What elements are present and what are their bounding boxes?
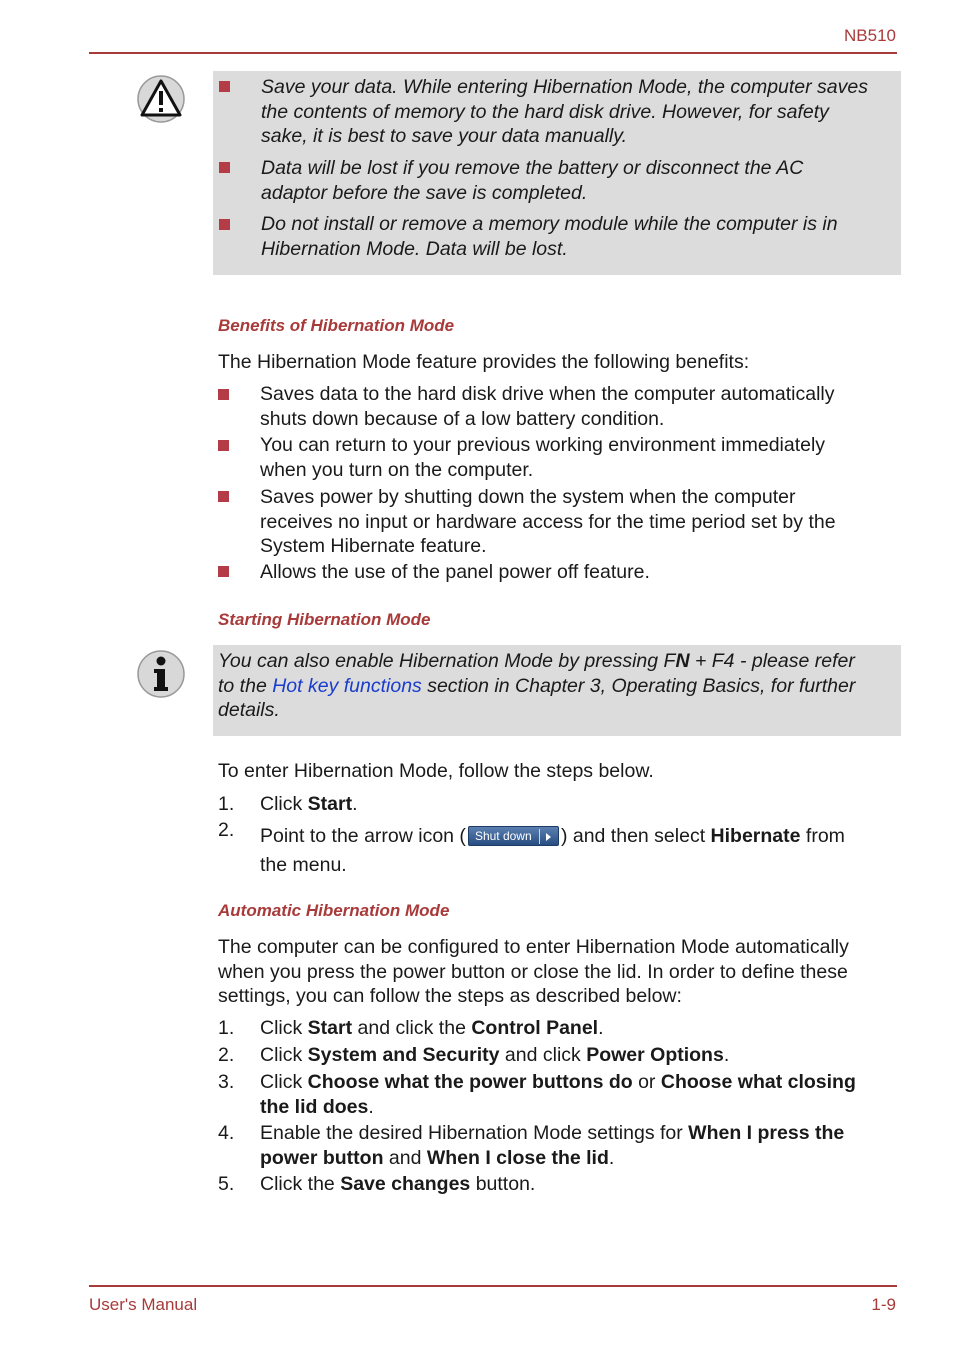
bullet-marker [218,566,229,577]
hot-key-functions-link[interactable]: Hot key functions [272,674,422,697]
section-heading-automatic: Automatic Hibernation Mode [218,901,450,920]
footer-page-number: 1-9 [871,1295,896,1314]
step-number: 1. [218,793,235,815]
footer-rule [89,1285,897,1287]
bullet-marker [219,81,230,92]
step-number: 2. [218,1044,235,1066]
step-number: 5. [218,1173,235,1195]
auto-step-4: Enable the desired Hibernation Mode settings for When I press the power button and When I close the lid. [260,1122,845,1169]
footer-manual-title: User's Manual [89,1295,198,1314]
benefits-intro: The Hibernation Mode feature provides the following benefits: [218,351,750,373]
header-model-code: NB510 [844,26,896,45]
benefit-item-2: You can return to your previous working environment immediately when you turn on the computer. [260,434,826,481]
bullet-marker [219,162,230,173]
auto-step-2: Click System and Security and click Power Options. [260,1044,730,1066]
benefit-item-3: Saves power by shutting down the system when the computer receives no input or hardware access for the time period set by the System Hibernate feature. [260,486,836,557]
shut-down-button-image: Shut down [468,826,559,846]
starting-intro: To enter Hibernation Mode, follow the steps below. [218,760,654,782]
section-heading-benefits: Benefits of Hibernation Mode [218,316,455,335]
warning-item-3: Do not install or remove a memory module while the computer is in Hibernation Mode. Data will be lost. [261,213,838,260]
info-text: You can also enable Hibernation Mode by pressing FN + F4 - please refer to the Hot key functions section in Chapter 3, Operating Basics, for further details. [218,650,856,721]
bullet-marker [219,219,230,230]
step-number: 1. [218,1017,235,1039]
info-box [213,645,901,736]
auto-step-3: Click Choose what the power buttons do or Choose what closing the lid does. [260,1071,856,1118]
warning-item-1: Save your data. While entering Hibernation Mode, the computer saves the contents of memory to the hard disk drive. However, for safety sake, it is best to save your data manually. [261,76,868,147]
section-heading-starting: Starting Hibernation Mode [218,610,431,629]
step-number: 2. [218,819,235,841]
warning-item-2: Data will be lost if you remove the battery or disconnect the AC adaptor before the save is completed. [261,157,804,204]
auto-step-1: Click Start and click the Control Panel. [260,1017,604,1039]
bullet-marker [218,389,229,400]
start-step-2: Point to the arrow icon ( Shut down ) and then select Hibernate from the menu. [260,825,845,876]
benefit-item-4: Allows the use of the panel power off feature. [260,561,650,583]
header-rule [89,52,897,54]
warning-box [213,71,901,275]
info-i-icon [137,650,185,698]
warning-triangle-icon [137,75,185,123]
bullet-marker [218,440,229,451]
bullet-marker [218,491,229,502]
step-number: 3. [218,1071,235,1093]
step-number: 4. [218,1122,235,1144]
start-step-1: Click Start. [260,793,358,815]
automatic-intro: The computer can be configured to enter Hibernation Mode automatically when you press the power button or close the lid. In order to define these settings, you can follow the steps as described below: [218,936,849,1007]
benefit-item-1: Saves data to the hard disk drive when the computer automatically shuts down because of a low battery condition. [260,383,835,430]
arrow-right-icon [546,833,551,841]
auto-step-5: Click the Save changes button. [260,1173,536,1195]
